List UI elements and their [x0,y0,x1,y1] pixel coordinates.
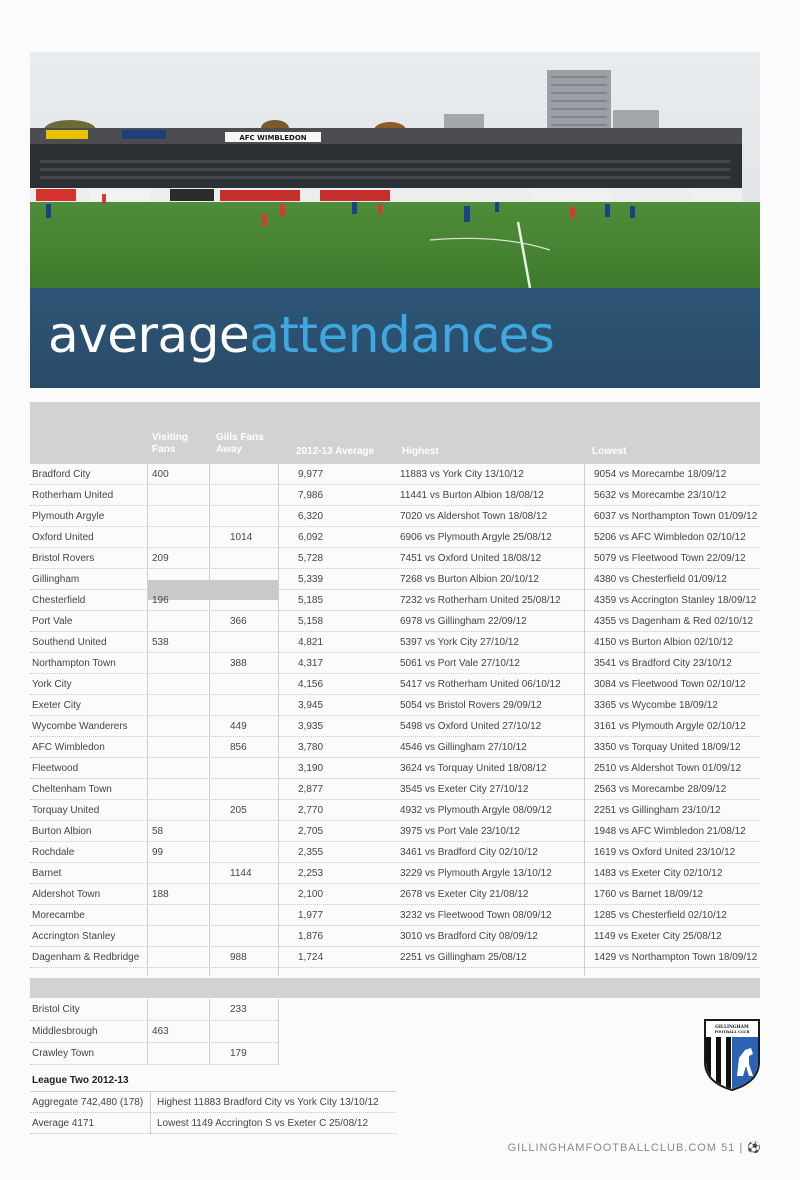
cell-average: 1,977 [298,910,324,921]
cell-visiting-fans: 196 [152,595,169,606]
extra-table-row [30,1043,278,1065]
cell-lowest: 5079 vs Fleetwood Town 22/09/12 [594,553,746,564]
cell-lowest: 6037 vs Northampton Town 01/09/12 [594,511,758,522]
cell-highest: 4546 vs Gillingham 27/10/12 [400,742,527,753]
cell-gills-fans-away: 856 [230,742,247,753]
page-footer [508,1141,762,1154]
cell-team: Accrington Stanley [32,931,116,942]
cell-lowest: 2510 vs Aldershot Town 01/09/12 [594,763,742,774]
cell-gills-fans-away: 388 [230,658,247,669]
table-row [30,632,760,653]
cell-team: Bristol City [32,1004,80,1015]
cell-gills-fans-away: 366 [230,616,247,627]
table-row [30,590,760,611]
cell-team: Rotherham United [32,490,114,501]
cell-gills-fans-away: 233 [230,1004,247,1015]
cell-highest: 7232 vs Rotherham United 25/08/12 [400,595,561,606]
cell-lowest: 9054 vs Morecambe 18/09/12 [594,469,727,480]
cell-highest: 11441 vs Burton Albion 18/08/12 [400,490,544,501]
cell-lowest: 4150 vs Burton Albion 02/10/12 [594,637,733,648]
cell-highest: 5397 vs York City 27/10/12 [400,637,519,648]
cell-gills-fans-away: 205 [230,805,247,816]
cell-lowest: 1285 vs Chesterfield 02/10/12 [594,910,727,921]
extra-teams-table [30,999,278,1065]
cell-highest: 11883 vs York City 13/10/12 [400,469,524,480]
cell-lowest: 3161 vs Plymouth Argyle 02/10/12 [594,721,746,732]
cell-team: Barnet [32,868,62,879]
cell-visiting-fans: 463 [152,1026,169,1037]
league-summary-right: Lowest 1149 Accrington S vs Exeter C 25/08/12 [157,1118,369,1129]
stand-sign: AFC WIMBLEDON [239,134,307,142]
cell-team: York City [32,679,72,690]
cell-team: Torquay United [32,805,100,816]
cell-team: Aldershot Town [32,889,101,900]
cell-lowest: 2251 vs Gillingham 23/10/12 [594,805,721,816]
cell-team: Middlesbrough [32,1026,98,1037]
cell-lowest: 1429 vs Northampton Town 18/09/12 [594,952,758,963]
cell-average: 2,355 [298,847,324,858]
table-row [30,758,760,779]
cell-average: 5,185 [298,595,324,606]
footer-site: GILLINGHAMFOOTBALLCLUB.COM [507,1142,717,1154]
table-row [30,821,760,842]
cell-team: Bristol Rovers [32,553,95,564]
table-row [30,653,760,674]
cell-average: 5,158 [298,616,324,627]
cell-lowest: 1619 vs Oxford United 23/10/12 [594,847,736,858]
cell-gills-fans-away: 179 [230,1048,247,1059]
cell-visiting-fans: 400 [152,469,169,480]
attendance-table [30,464,760,968]
cell-highest: 2251 vs Gillingham 25/08/12 [400,952,527,963]
cell-lowest: 2563 vs Morecambe 28/09/12 [594,784,727,795]
cell-average: 3,190 [298,763,324,774]
cell-team: Exeter City [32,700,81,711]
cell-lowest: 1483 vs Exeter City 02/10/12 [594,868,723,879]
table-row [30,695,760,716]
cell-team: Plymouth Argyle [32,511,105,522]
gillingham-crest-icon [703,1018,761,1092]
svg-text:GILLINGHAM: GILLINGHAM [715,1025,749,1030]
cell-team: Cheltenham Town [32,784,112,795]
table-header [30,402,760,464]
cell-visiting-fans: 538 [152,637,169,648]
cell-highest: 6978 vs Gillingham 22/09/12 [400,616,527,627]
table-row [30,674,760,695]
extra-table-row [30,999,278,1021]
cell-lowest: 5206 vs AFC Wimbledon 02/10/12 [594,532,746,543]
footer-logo-icon: | ⚽ [739,1142,762,1154]
cell-gills-fans-away: 988 [230,952,247,963]
cell-team: AFC Wimbledon [32,742,105,753]
league-summary-left: Average 4171 [32,1118,95,1129]
cell-lowest: 3365 vs Wycombe 18/09/12 [594,700,718,711]
table-row [30,527,760,548]
cell-lowest: 4380 vs Chesterfield 01/09/12 [594,574,727,585]
page-title [48,306,555,364]
cell-average: 2,770 [298,805,324,816]
cell-team: Burton Albion [32,826,92,837]
table-row [30,926,760,947]
cell-team: Port Vale [32,616,73,627]
cell-lowest: 3541 vs Bradford City 23/10/12 [594,658,732,669]
cell-team: Rochdale [32,847,75,858]
league-summary-left: Aggregate 742,480 (178) [32,1097,144,1108]
cell-team: Wycombe Wanderers [32,721,128,732]
cell-average: 9,977 [298,469,324,480]
cell-team: Oxford United [32,532,94,543]
extra-table-row [30,1021,278,1043]
header-visiting-fans: Visiting Fans [152,432,188,455]
cell-average: 5,339 [298,574,324,585]
cell-lowest: 1760 vs Barnet 18/09/12 [594,889,703,900]
title-part-1: average [48,306,250,364]
cell-average: 1,724 [298,952,324,963]
cell-average: 2,253 [298,868,324,879]
header-average: 2012-13 Average [296,446,375,457]
cell-visiting-fans: 58 [152,826,164,837]
cell-team: Northampton Town [32,658,116,669]
table-row [30,506,760,527]
cell-visiting-fans: 209 [152,553,169,564]
cell-team: Dagenham & Redbridge [32,952,140,963]
cell-visiting-fans: 188 [152,889,169,900]
cell-average: 2,100 [298,889,324,900]
page-number: 51 [721,1142,736,1154]
cell-highest: 5498 vs Oxford United 27/10/12 [400,721,542,732]
table-row [30,569,760,590]
cell-highest: 6906 vs Plymouth Argyle 25/08/12 [400,532,552,543]
cell-highest: 7451 vs Oxford United 18/08/12 [400,553,542,564]
cell-average: 7,986 [298,490,324,501]
cell-team: Gillingham [32,574,80,585]
cell-lowest: 4355 vs Dagenham & Red 02/10/12 [594,616,753,627]
cell-average: 5,728 [298,553,324,564]
cell-lowest: 1948 vs AFC Wimbledon 21/08/12 [594,826,746,837]
cell-highest: 4932 vs Plymouth Argyle 08/09/12 [400,805,552,816]
table-row [30,464,760,485]
cell-average: 3,780 [298,742,324,753]
cell-gills-fans-away: 449 [230,721,247,732]
cell-highest: 3010 vs Bradford City 08/09/12 [400,931,538,942]
cell-highest: 3229 vs Plymouth Argyle 13/10/12 [400,868,552,879]
table-row [30,716,760,737]
cell-highest: 3975 vs Port Vale 23/10/12 [400,826,520,837]
table-row [30,779,760,800]
cell-highest: 5417 vs Rotherham United 06/10/12 [400,679,561,690]
cell-highest: 3232 vs Fleetwood Town 08/09/12 [400,910,552,921]
cell-average: 3,935 [298,721,324,732]
cell-highest: 5054 vs Bristol Rovers 29/09/12 [400,700,542,711]
table-row [30,800,760,821]
cell-average: 1,876 [298,931,324,942]
cell-gills-fans-away: 1014 [230,532,253,543]
cell-team: Crawley Town [32,1048,95,1059]
cell-highest: 3624 vs Torquay United 18/08/12 [400,763,547,774]
header-lowest: Lowest [592,446,627,457]
cell-average: 6,320 [298,511,324,522]
cell-lowest: 3350 vs Torquay United 18/09/12 [594,742,741,753]
cell-lowest: 3084 vs Fleetwood Town 02/10/12 [594,679,746,690]
league-summary-title: League Two 2012-13 [32,1075,129,1086]
table-row [30,863,760,884]
cell-team: Morecambe [32,910,85,921]
hero-photo [30,52,760,388]
cell-visiting-fans: 99 [152,847,164,858]
header-highest: Highest [402,446,439,457]
table-row [30,611,760,632]
cell-highest: 5061 vs Port Vale 27/10/12 [400,658,520,669]
table-row [30,884,760,905]
cell-average: 4,317 [298,658,324,669]
cell-average: 4,821 [298,637,324,648]
title-part-2: attendances [249,306,555,364]
cell-gills-fans-away: 1144 [230,868,252,879]
league-summary-right: Highest 11883 Bradford City vs York City 13/10/12 [157,1097,379,1108]
cell-highest: 2678 vs Exeter City 21/08/12 [400,889,529,900]
table-row [30,947,760,968]
table-row [30,548,760,569]
cell-team: Southend United [32,637,107,648]
svg-text:FOOTBALL CLUB: FOOTBALL CLUB [714,1030,750,1034]
cell-team: Fleetwood [32,763,79,774]
cell-lowest: 4359 vs Accrington Stanley 18/09/12 [594,595,757,606]
header-gills-fans-away: Gills Fans Away [216,432,264,455]
table-row [30,737,760,758]
cell-average: 4,156 [298,679,324,690]
league-summary-table [30,1091,396,1134]
table-row [30,842,760,863]
cell-average: 6,092 [298,532,324,543]
league-summary-row [30,1113,396,1134]
cell-lowest: 5632 vs Morecambe 23/10/12 [594,490,727,501]
cell-highest: 3545 vs Exeter City 27/10/12 [400,784,529,795]
table-divider-band [30,978,760,998]
table-row [30,485,760,506]
table-row [30,905,760,926]
league-summary-row [30,1092,396,1113]
cell-average: 3,945 [298,700,324,711]
cell-average: 2,705 [298,826,324,837]
cell-highest: 7020 vs Aldershot Town 18/08/12 [400,511,548,522]
cell-highest: 3461 vs Bradford City 02/10/12 [400,847,538,858]
cell-lowest: 1149 vs Exeter City 25/08/12 [594,931,722,942]
cell-team: Chesterfield [32,595,86,606]
cell-highest: 7268 vs Burton Albion 20/10/12 [400,574,539,585]
cell-average: 2,877 [298,784,324,795]
cell-team: Bradford City [32,469,91,480]
